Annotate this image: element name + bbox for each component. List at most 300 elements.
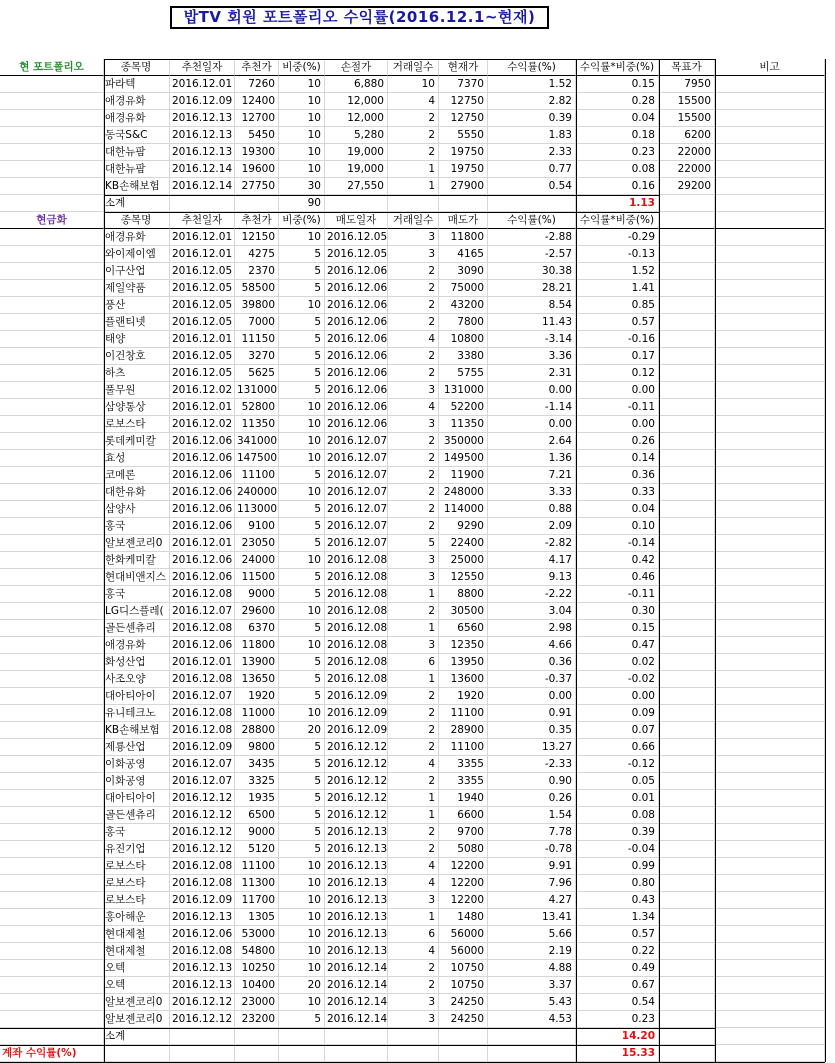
cashed-cell[interactable]: 제일약품: [104, 280, 170, 297]
cashed-cell[interactable]: 2016.12.06: [170, 467, 235, 484]
cashed-cell[interactable]: 2016.12.13: [325, 858, 388, 875]
row-label-cell[interactable]: [0, 127, 104, 144]
cashed-cell[interactable]: 10: [279, 552, 325, 569]
portfolio-cell[interactable]: 12400: [235, 93, 279, 110]
cashed-cell[interactable]: 3.04: [488, 603, 576, 620]
portfolio-cell[interactable]: 29200: [659, 178, 715, 195]
portfolio-cell[interactable]: 2: [388, 110, 439, 127]
empty-cell[interactable]: [659, 501, 715, 518]
cashed-cell[interactable]: 2: [388, 501, 439, 518]
cashed-cell[interactable]: -0.13: [576, 246, 659, 263]
row-label-cell[interactable]: [0, 467, 104, 484]
cashed-cell[interactable]: 5755: [439, 365, 488, 382]
cashed-cell[interactable]: 0.43: [576, 892, 659, 909]
note-cell[interactable]: [715, 943, 825, 960]
portfolio-cell[interactable]: 12750: [439, 93, 488, 110]
cashed-cell[interactable]: 3: [388, 246, 439, 263]
cashed-cell[interactable]: 2016.12.07: [325, 450, 388, 467]
cashed-cell[interactable]: 2016.12.07: [170, 773, 235, 790]
empty-cell[interactable]: [659, 892, 715, 909]
cashed-cell[interactable]: 로보스타: [104, 875, 170, 892]
empty-cell[interactable]: [659, 637, 715, 654]
row-label-cell[interactable]: [0, 144, 104, 161]
cashed-cell[interactable]: 5: [279, 501, 325, 518]
cashed-cell[interactable]: -2.33: [488, 756, 576, 773]
note-cell[interactable]: [715, 807, 825, 824]
cashed-cell[interactable]: 2016.12.09: [325, 705, 388, 722]
cashed-cell[interactable]: 1935: [235, 790, 279, 807]
note-cell[interactable]: [715, 722, 825, 739]
row-label-cell[interactable]: [0, 807, 104, 824]
cashed-cell[interactable]: 6: [388, 654, 439, 671]
note-cell[interactable]: [715, 127, 825, 144]
cashed-cell[interactable]: 이화공영: [104, 773, 170, 790]
cashed-col-header[interactable]: 수익률*비중(%): [576, 212, 659, 229]
cashed-cell[interactable]: 알보젠코리0: [104, 535, 170, 552]
cashed-cell[interactable]: 0.01: [576, 790, 659, 807]
cashed-cell[interactable]: 52200: [439, 399, 488, 416]
cashed-cell[interactable]: 2016.12.01: [170, 535, 235, 552]
cashed-col-header[interactable]: 매도일자: [325, 212, 388, 229]
cashed-cell[interactable]: 2016.12.05: [170, 365, 235, 382]
cashed-cell[interactable]: 7.96: [488, 875, 576, 892]
portfolio-cell[interactable]: 5550: [439, 127, 488, 144]
cashed-cell[interactable]: 1.41: [576, 280, 659, 297]
cashed-cell[interactable]: 2016.12.13: [170, 977, 235, 994]
cashed-cell[interactable]: 골든센츄리: [104, 620, 170, 637]
cashed-cell[interactable]: 2.64: [488, 433, 576, 450]
cashed-cell[interactable]: 2016.12.06: [325, 331, 388, 348]
empty-cell[interactable]: [659, 314, 715, 331]
cashed-cell[interactable]: 10: [279, 603, 325, 620]
cashed-cell[interactable]: 6500: [235, 807, 279, 824]
cashed-cell[interactable]: 2016.12.05: [170, 348, 235, 365]
portfolio-col-header[interactable]: 손절가: [325, 59, 388, 76]
portfolio-cell[interactable]: 30: [279, 178, 325, 195]
cashed-cell[interactable]: 5: [279, 348, 325, 365]
cashed-cell[interactable]: 2016.12.01: [170, 654, 235, 671]
note-cell[interactable]: [715, 1011, 825, 1028]
cashed-cell[interactable]: 5: [279, 688, 325, 705]
cashed-cell[interactable]: 3090: [439, 263, 488, 280]
row-label-cell[interactable]: [0, 926, 104, 943]
cashed-cell[interactable]: 5: [279, 790, 325, 807]
row-label-cell[interactable]: [0, 994, 104, 1011]
portfolio-cell[interactable]: 1: [388, 178, 439, 195]
cashed-cell[interactable]: 12150: [235, 229, 279, 246]
portfolio-col-header[interactable]: 거래일수: [388, 59, 439, 76]
cashed-cell[interactable]: 대아티아이: [104, 688, 170, 705]
portfolio-col-header[interactable]: 현재가: [439, 59, 488, 76]
row-label-cell[interactable]: [0, 110, 104, 127]
portfolio-cell[interactable]: 10: [279, 76, 325, 93]
cashed-cell[interactable]: 6560: [439, 620, 488, 637]
cashed-cell[interactable]: 0.10: [576, 518, 659, 535]
cashed-cell[interactable]: 4: [388, 331, 439, 348]
note-cell[interactable]: [715, 654, 825, 671]
cashed-cell[interactable]: 대한유화: [104, 484, 170, 501]
cashed-cell[interactable]: 2: [388, 688, 439, 705]
cashed-cell[interactable]: 2016.12.12: [325, 807, 388, 824]
cashed-cell[interactable]: 2016.12.07: [325, 484, 388, 501]
row-label-cell[interactable]: [0, 246, 104, 263]
cashed-cell[interactable]: 5: [279, 620, 325, 637]
cashed-cell[interactable]: 3: [388, 229, 439, 246]
empty-cell[interactable]: [659, 518, 715, 535]
empty-cell[interactable]: [170, 1045, 235, 1062]
row-label-cell[interactable]: [0, 960, 104, 977]
row-label-cell[interactable]: [0, 773, 104, 790]
cashed-cell[interactable]: 2016.12.08: [325, 552, 388, 569]
cashed-cell[interactable]: 로보스타: [104, 416, 170, 433]
cashed-cell[interactable]: 2016.12.02: [170, 416, 235, 433]
note-cell[interactable]: [715, 382, 825, 399]
cashed-cell[interactable]: 3: [388, 552, 439, 569]
cashed-cell[interactable]: 5: [279, 756, 325, 773]
cashed-cell[interactable]: 23000: [235, 994, 279, 1011]
row-label-cell[interactable]: [0, 586, 104, 603]
row-label-cell[interactable]: [0, 875, 104, 892]
portfolio-cell[interactable]: 동국S&C: [104, 127, 170, 144]
empty-cell[interactable]: [659, 773, 715, 790]
empty-cell[interactable]: [170, 1028, 235, 1045]
cashed-cell[interactable]: 0.57: [576, 926, 659, 943]
cashed-cell[interactable]: 2016.12.12: [170, 994, 235, 1011]
cashed-cell[interactable]: 5: [279, 1011, 325, 1028]
account-return-label[interactable]: 계좌 수익률(%): [0, 1045, 104, 1062]
cashed-cell[interactable]: 2016.12.09: [325, 722, 388, 739]
row-label-cell[interactable]: [0, 790, 104, 807]
empty-cell[interactable]: [659, 603, 715, 620]
cashed-cell[interactable]: 오텍: [104, 977, 170, 994]
cashed-cell[interactable]: 2016.12.13: [170, 909, 235, 926]
row-label-cell[interactable]: [0, 1011, 104, 1028]
cashed-cell[interactable]: 2016.12.08: [170, 705, 235, 722]
cashed-cell[interactable]: 0.85: [576, 297, 659, 314]
cashed-cell[interactable]: 5120: [235, 841, 279, 858]
cashed-cell[interactable]: 0.66: [576, 739, 659, 756]
cashed-cell[interactable]: 11.43: [488, 314, 576, 331]
cashed-cell[interactable]: 애경유화: [104, 637, 170, 654]
row-label-cell[interactable]: [0, 705, 104, 722]
note-cell[interactable]: [715, 688, 825, 705]
cashed-cell[interactable]: 4: [388, 399, 439, 416]
cashed-cell[interactable]: 10: [279, 297, 325, 314]
note-cell[interactable]: [715, 144, 825, 161]
row-label-cell[interactable]: [0, 688, 104, 705]
note-cell[interactable]: [715, 994, 825, 1011]
cashed-cell[interactable]: 113000: [235, 501, 279, 518]
cashed-cell[interactable]: 2016.12.12: [170, 1011, 235, 1028]
portfolio-cell[interactable]: 파라텍: [104, 76, 170, 93]
cashed-cell[interactable]: 1920: [439, 688, 488, 705]
cashed-cell[interactable]: 10: [279, 892, 325, 909]
empty-cell[interactable]: [325, 1028, 388, 1045]
empty-cell[interactable]: [659, 807, 715, 824]
portfolio-cell[interactable]: 4: [388, 93, 439, 110]
cashed-cell[interactable]: -2.88: [488, 229, 576, 246]
cashed-cell[interactable]: 2016.12.05: [170, 280, 235, 297]
row-label-cell[interactable]: [0, 229, 104, 246]
cashed-cell[interactable]: 2016.12.12: [325, 790, 388, 807]
cashed-cell[interactable]: 2: [388, 977, 439, 994]
cashed-cell[interactable]: 0.57: [576, 314, 659, 331]
cashed-cell[interactable]: 2016.12.13: [170, 960, 235, 977]
cashed-cell[interactable]: -3.14: [488, 331, 576, 348]
cashed-cell[interactable]: 0.36: [576, 467, 659, 484]
cashed-cell[interactable]: 이건창호: [104, 348, 170, 365]
note-cell[interactable]: [715, 76, 825, 93]
cashed-cell[interactable]: 1480: [439, 909, 488, 926]
cashed-cell[interactable]: 로보스타: [104, 858, 170, 875]
cashed-cell[interactable]: 23200: [235, 1011, 279, 1028]
row-label-cell[interactable]: [0, 263, 104, 280]
cashed-cell[interactable]: 131000: [235, 382, 279, 399]
row-label-cell[interactable]: [0, 416, 104, 433]
cashed-cell[interactable]: 1: [388, 620, 439, 637]
cashed-cell[interactable]: -2.82: [488, 535, 576, 552]
cashed-cell[interactable]: 알보젠코리0: [104, 1011, 170, 1028]
cashed-cell[interactable]: 10750: [439, 960, 488, 977]
portfolio-cell[interactable]: 6,880: [325, 76, 388, 93]
cashed-cell[interactable]: 56000: [439, 943, 488, 960]
cashed-cell[interactable]: 12350: [439, 637, 488, 654]
cashed-cell[interactable]: 3.33: [488, 484, 576, 501]
cashed-cell[interactable]: 10800: [439, 331, 488, 348]
cashed-cell[interactable]: 2: [388, 467, 439, 484]
cashed-cell[interactable]: 54800: [235, 943, 279, 960]
cashed-cell[interactable]: 롯데케미칼: [104, 433, 170, 450]
cashed-cell[interactable]: 풀무원: [104, 382, 170, 399]
empty-cell[interactable]: [659, 297, 715, 314]
cashed-cell[interactable]: 2: [388, 722, 439, 739]
note-cell[interactable]: [715, 331, 825, 348]
cashed-cell[interactable]: 350000: [439, 433, 488, 450]
portfolio-cell[interactable]: 5,280: [325, 127, 388, 144]
portfolio-cell[interactable]: 12700: [235, 110, 279, 127]
cashed-cell[interactable]: 0.49: [576, 960, 659, 977]
cashed-cell[interactable]: 10: [279, 484, 325, 501]
cashed-col-header[interactable]: 추천일자: [170, 212, 235, 229]
cashed-cell[interactable]: 2016.12.06: [170, 433, 235, 450]
empty-cell[interactable]: [659, 1028, 715, 1045]
cashed-cell[interactable]: 2370: [235, 263, 279, 280]
note-cell[interactable]: [715, 705, 825, 722]
cashed-cell[interactable]: 태양: [104, 331, 170, 348]
cashed-cell[interactable]: -2.22: [488, 586, 576, 603]
cashed-cell[interactable]: 0.12: [576, 365, 659, 382]
cashed-cell[interactable]: 0.04: [576, 501, 659, 518]
portfolio-col-header[interactable]: 추천일자: [170, 59, 235, 76]
cashed-cell[interactable]: 4: [388, 943, 439, 960]
empty-cell[interactable]: [659, 841, 715, 858]
empty-cell[interactable]: [659, 399, 715, 416]
row-label-cell[interactable]: [0, 569, 104, 586]
cashed-cell[interactable]: 5: [279, 654, 325, 671]
cashed-cell[interactable]: 6600: [439, 807, 488, 824]
note-cell[interactable]: [715, 824, 825, 841]
empty-cell[interactable]: [659, 739, 715, 756]
cashed-cell[interactable]: 0.07: [576, 722, 659, 739]
cashed-cell[interactable]: 홍국: [104, 824, 170, 841]
cashed-cell[interactable]: -0.12: [576, 756, 659, 773]
cashed-cell[interactable]: 효성: [104, 450, 170, 467]
cashed-cell[interactable]: 4.53: [488, 1011, 576, 1028]
portfolio-cell[interactable]: 12,000: [325, 93, 388, 110]
cashed-cell[interactable]: -0.37: [488, 671, 576, 688]
cashed-cell[interactable]: 0.05: [576, 773, 659, 790]
cashed-cell[interactable]: 2016.12.14: [325, 960, 388, 977]
portfolio-cell[interactable]: 19,000: [325, 161, 388, 178]
cashed-cell[interactable]: 2016.12.13: [325, 892, 388, 909]
cashed-cell[interactable]: 11300: [235, 875, 279, 892]
portfolio-cell[interactable]: 10: [279, 127, 325, 144]
cashed-cell[interactable]: 3: [388, 892, 439, 909]
row-label-cell[interactable]: [0, 484, 104, 501]
cashed-cell[interactable]: 11900: [439, 467, 488, 484]
cashed-cell[interactable]: 13650: [235, 671, 279, 688]
cashed-cell[interactable]: 2: [388, 739, 439, 756]
note-cell[interactable]: [715, 756, 825, 773]
note-cell[interactable]: [715, 1028, 825, 1045]
row-label-cell[interactable]: [0, 365, 104, 382]
cashed-col-header[interactable]: 종목명: [104, 212, 170, 229]
cashed-cell[interactable]: 149500: [439, 450, 488, 467]
note-cell[interactable]: [715, 773, 825, 790]
cashed-cell[interactable]: 12200: [439, 858, 488, 875]
cashed-cell[interactable]: 5: [279, 841, 325, 858]
portfolio-cell[interactable]: 1.83: [488, 127, 576, 144]
cashed-cell[interactable]: 75000: [439, 280, 488, 297]
cashed-cell[interactable]: 147500: [235, 450, 279, 467]
portfolio-col-header[interactable]: 비고: [715, 59, 825, 76]
cashed-cell[interactable]: 하츠: [104, 365, 170, 382]
cashed-cell[interactable]: 0.99: [576, 858, 659, 875]
cashed-cell[interactable]: 2016.12.13: [325, 824, 388, 841]
cashed-cell[interactable]: 10: [279, 858, 325, 875]
cashed-cell[interactable]: 11100: [439, 705, 488, 722]
portfolio-cell[interactable]: 15500: [659, 110, 715, 127]
cashed-cell[interactable]: 9290: [439, 518, 488, 535]
cashed-cell[interactable]: 2016.12.07: [325, 467, 388, 484]
note-cell[interactable]: [715, 586, 825, 603]
cashed-cell[interactable]: 0.02: [576, 654, 659, 671]
cashed-cell[interactable]: 2016.12.05: [325, 246, 388, 263]
portfolio-cell[interactable]: 10: [279, 93, 325, 110]
portfolio-col-header[interactable]: 종목명: [104, 59, 170, 76]
cashed-subtotal-return[interactable]: 14.20: [576, 1028, 659, 1045]
portfolio-cell[interactable]: 2016.12.14: [170, 161, 235, 178]
portfolio-cell[interactable]: 19600: [235, 161, 279, 178]
cashed-cell[interactable]: 1920: [235, 688, 279, 705]
cashed-cell[interactable]: 사조오양: [104, 671, 170, 688]
cashed-cell[interactable]: 2016.12.12: [170, 841, 235, 858]
cashed-cell[interactable]: 이구산업: [104, 263, 170, 280]
cashed-cell[interactable]: 2016.12.06: [170, 501, 235, 518]
note-cell[interactable]: [715, 467, 825, 484]
cashed-cell[interactable]: 풍산: [104, 297, 170, 314]
cashed-cell[interactable]: 2: [388, 314, 439, 331]
cashed-cell[interactable]: -0.78: [488, 841, 576, 858]
cashed-cell[interactable]: 10: [279, 960, 325, 977]
cashed-cell[interactable]: 2016.12.07: [170, 688, 235, 705]
cashed-cell[interactable]: 5: [279, 246, 325, 263]
note-cell[interactable]: [715, 161, 825, 178]
cashed-cell[interactable]: 2016.12.06: [170, 569, 235, 586]
cashed-cell[interactable]: 5: [279, 467, 325, 484]
portfolio-cell[interactable]: 0.39: [488, 110, 576, 127]
empty-cell[interactable]: [659, 909, 715, 926]
cashed-cell[interactable]: 13950: [439, 654, 488, 671]
note-cell[interactable]: [715, 178, 825, 195]
cashed-cell[interactable]: 0.22: [576, 943, 659, 960]
cashed-cell[interactable]: 9.91: [488, 858, 576, 875]
cashed-cell[interactable]: 2016.12.09: [170, 739, 235, 756]
cashed-cell[interactable]: 코메론: [104, 467, 170, 484]
cashed-cell[interactable]: 9100: [235, 518, 279, 535]
empty-cell[interactable]: [659, 620, 715, 637]
portfolio-cell[interactable]: 애경유화: [104, 110, 170, 127]
cashed-cell[interactable]: 2016.12.06: [325, 348, 388, 365]
note-cell[interactable]: [715, 739, 825, 756]
cashed-cell[interactable]: 5: [279, 569, 325, 586]
empty-cell[interactable]: [388, 1045, 439, 1062]
empty-cell[interactable]: [488, 195, 576, 212]
cashed-cell[interactable]: 3: [388, 382, 439, 399]
cashed-cell[interactable]: -0.04: [576, 841, 659, 858]
portfolio-cell[interactable]: 10: [388, 76, 439, 93]
cashed-cell[interactable]: 2016.12.13: [325, 909, 388, 926]
empty-cell[interactable]: [170, 195, 235, 212]
cashed-cell[interactable]: 5: [279, 807, 325, 824]
note-cell[interactable]: [715, 960, 825, 977]
empty-cell[interactable]: [659, 382, 715, 399]
cashed-cell[interactable]: 2.09: [488, 518, 576, 535]
row-label-cell[interactable]: [0, 756, 104, 773]
cashed-cell[interactable]: 2016.12.08: [170, 586, 235, 603]
cashed-cell[interactable]: 1: [388, 807, 439, 824]
row-label-cell[interactable]: [0, 195, 104, 212]
cashed-cell[interactable]: 2016.12.01: [170, 399, 235, 416]
portfolio-col-header[interactable]: 수익률*비중(%): [576, 59, 659, 76]
empty-cell[interactable]: [235, 195, 279, 212]
cashed-cell[interactable]: 2016.12.12: [170, 790, 235, 807]
cashed-cell[interactable]: 58500: [235, 280, 279, 297]
cashed-cell[interactable]: 52800: [235, 399, 279, 416]
empty-cell[interactable]: [659, 246, 715, 263]
cashed-cell[interactable]: -0.11: [576, 586, 659, 603]
portfolio-cell[interactable]: 10: [279, 144, 325, 161]
row-label-cell[interactable]: [0, 178, 104, 195]
cashed-cell[interactable]: 7800: [439, 314, 488, 331]
cashed-cell[interactable]: 삼양사: [104, 501, 170, 518]
cashed-cell[interactable]: 2016.12.08: [325, 603, 388, 620]
portfolio-cell[interactable]: 대한뉴팜: [104, 144, 170, 161]
empty-cell[interactable]: [659, 1045, 715, 1062]
cashed-col-header[interactable]: 거래일수: [388, 212, 439, 229]
cashed-cell[interactable]: 2016.12.08: [170, 875, 235, 892]
cashed-cell[interactable]: 0.54: [576, 994, 659, 1011]
cashed-col-header[interactable]: 추천가: [235, 212, 279, 229]
note-cell[interactable]: [715, 671, 825, 688]
portfolio-cell[interactable]: 애경유화: [104, 93, 170, 110]
cashed-cell[interactable]: 10750: [439, 977, 488, 994]
cashed-cell[interactable]: 5: [279, 382, 325, 399]
row-label-cell[interactable]: [0, 93, 104, 110]
empty-cell[interactable]: [659, 824, 715, 841]
empty-cell[interactable]: [659, 365, 715, 382]
cashed-cell[interactable]: 0.36: [488, 654, 576, 671]
